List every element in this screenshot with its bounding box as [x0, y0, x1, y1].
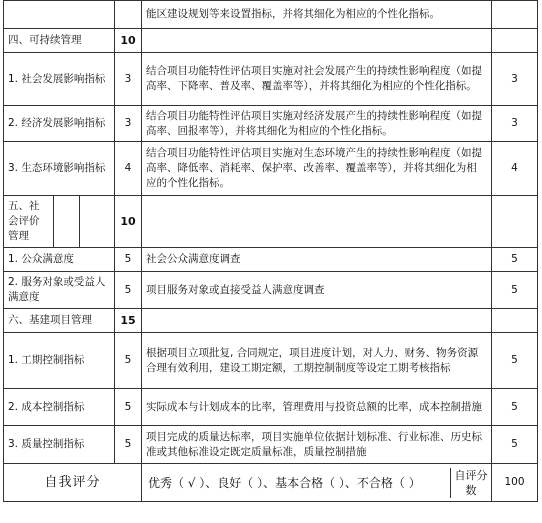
indicator-name: 3. 质量控制指标 [4, 426, 115, 464]
self-evaluation-label: 自我评分 [4, 464, 142, 502]
section-weight: 15 [115, 309, 142, 333]
indicator-weight: 5 [115, 248, 142, 272]
indicator-description: 根据项目立项批复, 合同规定，项目进度计划，对人力、财务、物务资源合理有效利用，建设工期定额，工期控制制度等设定工期考核指标 [142, 333, 492, 389]
section-title: 五、社会评价管理 [4, 196, 54, 248]
indicator-name: 1. 社会发展影响指标 [4, 53, 115, 106]
indicator-description: 实际成本与计划成本的比率，管理费用与投资总额的比率，成本控制措施 [142, 389, 492, 426]
self-evaluation-row [4, 464, 538, 502]
indicator-name: 3. 生态环境影响指标 [4, 142, 115, 196]
indicator-weight: 5 [115, 389, 142, 426]
indicator-score: 5 [492, 272, 538, 309]
indicator-score: 5 [492, 333, 538, 389]
indicator-name: 1. 工期控制指标 [4, 333, 115, 389]
indicator-score: 5 [492, 426, 538, 464]
section-title: 六、基建项目管理 [4, 309, 115, 333]
self-score-label: 自评分数 [450, 468, 491, 498]
indicator-description: 社会公众满意度调查 [142, 248, 492, 272]
indicator-weight: 4 [115, 142, 142, 196]
indicator-score: 3 [492, 106, 538, 142]
indicator-score: 5 [492, 389, 538, 426]
indicator-score: 3 [492, 53, 538, 106]
self-evaluation-options [142, 464, 492, 502]
indicator-weight: 5 [115, 426, 142, 464]
indicator-description: 结合项目功能特性评估项目实施对社会发展产生的持续性影响程度（如提高率、下降率、普及率、覆盖率等），并将其细化为相应的个性化指标。 [142, 53, 492, 106]
indicator-score: 4 [492, 142, 538, 196]
indicator-name: 1. 公众满意度 [4, 248, 115, 272]
table-row [4, 106, 538, 142]
table-row [4, 142, 538, 196]
indicator-description: 能区建设规划等来设置指标，并将其细化为相应的个性化指标。 [142, 1, 492, 29]
indicator-score: 5 [492, 248, 538, 272]
indicator-weight: 5 [115, 272, 142, 309]
indicator-weight: 5 [115, 333, 142, 389]
table-row [4, 53, 538, 106]
table-row [4, 389, 538, 426]
indicator-name: 2. 成本控制指标 [4, 389, 115, 426]
indicator-description: 项目完成的质量达标率，项目实施单位依据计划标准、行业标准、历史标准或其他标准设定既定质量标准，质量控制措施 [142, 426, 492, 464]
section-title: 四、可持续管理 [4, 29, 115, 53]
self-score-value: 100 [492, 464, 538, 502]
table-row [4, 1, 538, 29]
table-row [4, 272, 538, 309]
table-row [4, 426, 538, 464]
indicator-weight: 3 [115, 106, 142, 142]
section-header-row [4, 196, 538, 248]
section-header-row [4, 29, 538, 53]
indicator-name: 2. 经济发展影响指标 [4, 106, 115, 142]
indicator-description: 结合项目功能特性评估项目实施对生态环境产生的持续性影响程度（如提高率、降低率、消耗率、保护率、改善率、覆盖率等），并将其细化为相应的个性化指标。 [142, 142, 492, 196]
indicator-weight: 3 [115, 53, 142, 106]
section-weight: 10 [115, 29, 142, 53]
section-weight: 10 [115, 196, 142, 248]
table-row [4, 333, 538, 389]
indicator-name: 2. 服务对象或受益人满意度 [4, 272, 115, 309]
evaluation-table [3, 0, 538, 502]
indicator-description: 结合项目功能特性评估项目实施对经济发展产生的持续性影响程度（如提高率、回报率等），并将其细化为相应的个性化指标。 [142, 106, 492, 142]
indicator-description: 项目服务对象或直接受益人满意度调查 [142, 272, 492, 309]
section-header-row [4, 309, 538, 333]
table-row [4, 248, 538, 272]
rating-options: 优秀（ √ ）、良好（ ）、基本合格（ ）、不合格（ ） [148, 475, 421, 490]
